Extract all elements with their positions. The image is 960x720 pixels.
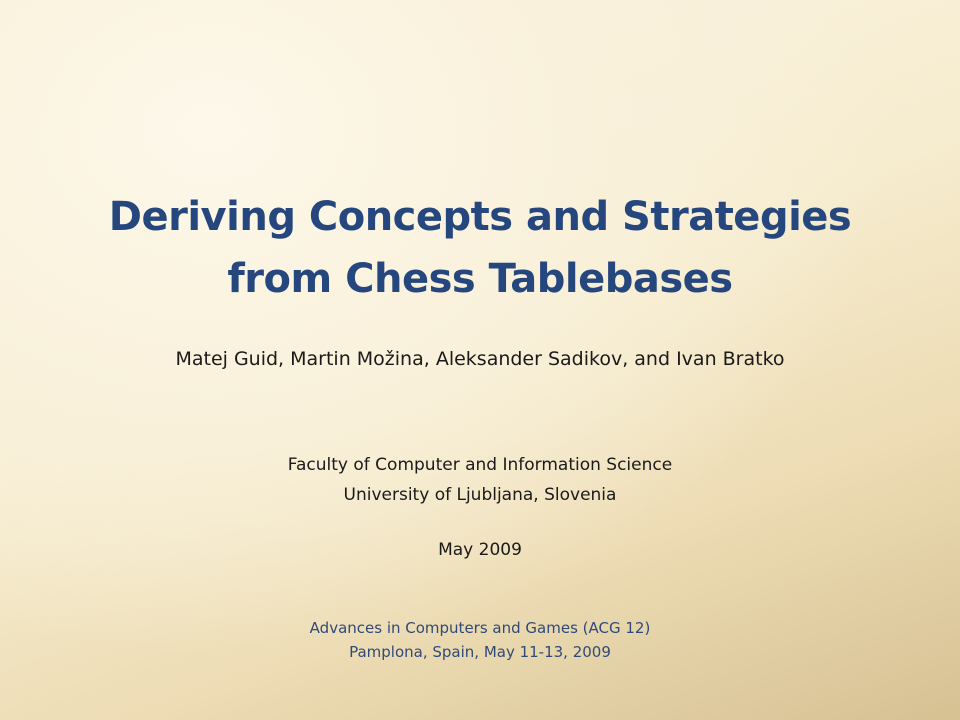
- conference-name: Advances in Computers and Games (ACG 12): [309, 619, 651, 637]
- affiliation-university: University of Ljubljana, Slovenia: [343, 485, 617, 505]
- conference-location-dates: Pamplona, Spain, May 11-13, 2009: [349, 643, 611, 661]
- presentation-date: May 2009: [438, 540, 522, 560]
- author-list: Matej Guid, Martin Možina, Aleksander Sadikov, and Ivan Bratko: [175, 348, 785, 370]
- slide-title-line-2: from Chess Tablebases: [227, 256, 733, 302]
- slide-title: [40, 186, 920, 310]
- slide-title-line-1: Deriving Concepts and Strategies: [108, 194, 852, 240]
- conference-info: [40, 616, 920, 664]
- affiliation: [40, 450, 920, 510]
- affiliation-faculty: Faculty of Computer and Information Science: [287, 455, 673, 475]
